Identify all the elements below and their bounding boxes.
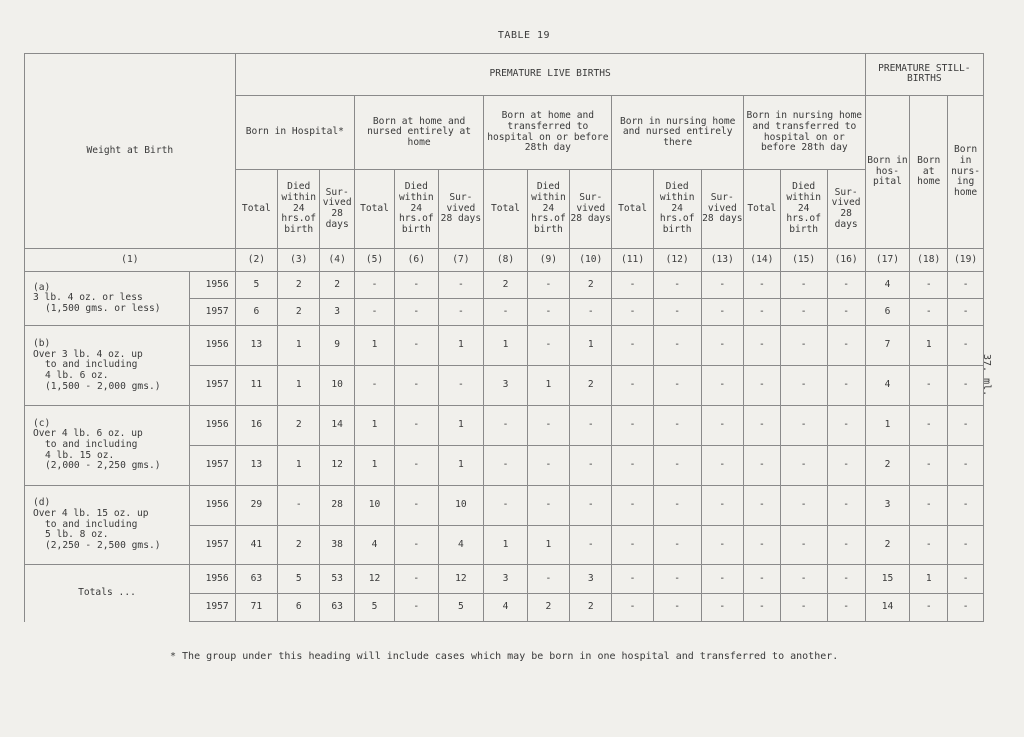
table-row — [25, 565, 984, 593]
value-cell: 14 — [865, 593, 910, 621]
value-cell: 6 — [865, 299, 910, 326]
value-cell: - — [701, 445, 743, 485]
group-header: Born at home and transferred to hospital on or before 28th day — [484, 95, 612, 169]
sub-col-header: Died within 24 hrs.of birth — [780, 170, 827, 249]
value-cell: 2 — [484, 271, 527, 298]
value-cell: - — [701, 565, 743, 593]
value-cell: 1 — [438, 406, 484, 446]
year-cell: 1956 — [189, 565, 235, 593]
value-cell: - — [653, 525, 701, 565]
value-cell: 10 — [320, 366, 355, 406]
value-cell: 3 — [320, 299, 355, 326]
value-cell: - — [527, 326, 569, 366]
still-col-header: Born in hos- pital — [865, 95, 910, 248]
value-cell: - — [780, 445, 827, 485]
column-number: (13) — [701, 248, 743, 271]
value-cell: - — [484, 445, 527, 485]
column-number: (2) — [235, 248, 277, 271]
sub-col-header: Sur- vived 28 days — [701, 170, 743, 249]
value-cell: - — [395, 565, 438, 593]
value-cell: - — [701, 593, 743, 621]
value-cell: 14 — [320, 406, 355, 446]
value-cell: 5 — [278, 565, 320, 593]
value-cell: - — [612, 326, 653, 366]
value-cell: - — [354, 366, 394, 406]
value-cell: - — [612, 485, 653, 525]
sub-col-header: Sur- vived 28 days — [320, 170, 355, 249]
value-cell: - — [780, 525, 827, 565]
value-cell: - — [354, 299, 394, 326]
column-number: (6) — [395, 248, 438, 271]
value-cell: 63 — [320, 593, 355, 621]
value-cell: 1 — [438, 445, 484, 485]
year-cell: 1956 — [189, 485, 235, 525]
value-cell: - — [743, 593, 780, 621]
value-cell: - — [438, 366, 484, 406]
value-cell: 1 — [910, 565, 948, 593]
value-cell: - — [743, 326, 780, 366]
sub-col-header: Total — [484, 170, 527, 249]
value-cell: - — [484, 299, 527, 326]
value-cell: - — [701, 366, 743, 406]
value-cell: - — [395, 326, 438, 366]
value-cell: - — [395, 593, 438, 621]
sub-col-header: Total — [743, 170, 780, 249]
weight-label: (c) Over 4 lb. 6 oz. up to and including 4 lb. 15 oz. (2,000 - 2,250 gms.) — [25, 406, 190, 486]
value-cell: - — [527, 271, 569, 298]
sub-col-header: Died within 24 hrs.of birth — [653, 170, 701, 249]
value-cell: - — [780, 593, 827, 621]
value-cell: 2 — [570, 593, 612, 621]
column-number: (16) — [827, 248, 865, 271]
value-cell: 2 — [278, 525, 320, 565]
value-cell: - — [612, 299, 653, 326]
value-cell: 1 — [354, 445, 394, 485]
value-cell: 7 — [865, 326, 910, 366]
sub-col-header: Sur- vived 28 days — [438, 170, 484, 249]
value-cell: 6 — [278, 593, 320, 621]
column-number: (19) — [948, 248, 984, 271]
value-cell: - — [948, 366, 984, 406]
sub-col-header: Died within 24 hrs.of birth — [527, 170, 569, 249]
weight-label: (b) Over 3 lb. 4 oz. up to and including 4 lb. 6 oz. (1,500 - 2,000 gms.) — [25, 326, 190, 406]
value-cell: - — [910, 366, 948, 406]
value-cell: 5 — [235, 271, 277, 298]
value-cell: - — [910, 406, 948, 446]
value-cell: - — [743, 299, 780, 326]
value-cell: 71 — [235, 593, 277, 621]
value-cell: - — [827, 565, 865, 593]
value-cell: - — [948, 445, 984, 485]
year-cell: 1957 — [189, 299, 235, 326]
value-cell: - — [395, 299, 438, 326]
value-cell: - — [653, 406, 701, 446]
value-cell: - — [780, 485, 827, 525]
value-cell: 38 — [320, 525, 355, 565]
value-cell: 16 — [235, 406, 277, 446]
value-cell: - — [701, 525, 743, 565]
column-number: (7) — [438, 248, 484, 271]
value-cell: - — [612, 525, 653, 565]
column-number: (18) — [910, 248, 948, 271]
column-number: (8) — [484, 248, 527, 271]
value-cell: - — [701, 326, 743, 366]
value-cell: - — [780, 326, 827, 366]
sub-col-header: Sur- vived 28 days — [570, 170, 612, 249]
column-number: (4) — [320, 248, 355, 271]
still-col-header: Born at home — [910, 95, 948, 248]
value-cell: 3 — [570, 565, 612, 593]
value-cell: 2 — [278, 271, 320, 298]
weight-label: (a) 3 lb. 4 oz. or less (1,500 gms. or less) — [25, 271, 190, 325]
value-cell: - — [910, 485, 948, 525]
value-cell: 1 — [865, 406, 910, 446]
year-cell: 1957 — [189, 593, 235, 621]
value-cell: - — [701, 271, 743, 298]
value-cell: 5 — [438, 593, 484, 621]
value-cell: - — [827, 326, 865, 366]
value-cell: - — [395, 271, 438, 298]
value-cell: - — [780, 366, 827, 406]
value-cell: 10 — [438, 485, 484, 525]
value-cell: - — [827, 299, 865, 326]
value-cell: - — [438, 299, 484, 326]
value-cell: 3 — [865, 485, 910, 525]
value-cell: 28 — [320, 485, 355, 525]
value-cell: - — [570, 485, 612, 525]
column-number: (15) — [780, 248, 827, 271]
value-cell: 1 — [278, 366, 320, 406]
value-cell: 3 — [484, 366, 527, 406]
value-cell: - — [395, 485, 438, 525]
value-cell: 12 — [354, 565, 394, 593]
value-cell: - — [395, 445, 438, 485]
value-cell: 4 — [438, 525, 484, 565]
value-cell: 15 — [865, 565, 910, 593]
value-cell: - — [910, 525, 948, 565]
value-cell: - — [743, 565, 780, 593]
value-cell: - — [827, 366, 865, 406]
value-cell: - — [701, 485, 743, 525]
group-header: Born in Hospital* — [235, 95, 354, 169]
value-cell: - — [653, 445, 701, 485]
value-cell: 1 — [278, 445, 320, 485]
value-cell: - — [484, 485, 527, 525]
value-cell: - — [827, 593, 865, 621]
weight-label: Totals ... — [25, 565, 190, 622]
value-cell: - — [780, 271, 827, 298]
value-cell: 1 — [278, 326, 320, 366]
column-number: (14) — [743, 248, 780, 271]
value-cell: - — [743, 525, 780, 565]
value-cell: - — [701, 299, 743, 326]
value-cell: - — [395, 366, 438, 406]
value-cell: - — [278, 485, 320, 525]
value-cell: - — [948, 299, 984, 326]
value-cell: - — [827, 271, 865, 298]
value-cell: - — [743, 406, 780, 446]
year-cell: 1957 — [189, 366, 235, 406]
value-cell: 12 — [438, 565, 484, 593]
value-cell: - — [527, 299, 569, 326]
value-cell: 29 — [235, 485, 277, 525]
year-cell: 1956 — [189, 406, 235, 446]
table-row — [25, 485, 984, 525]
value-cell: 2 — [278, 299, 320, 326]
value-cell: 10 — [354, 485, 394, 525]
value-cell: - — [612, 406, 653, 446]
sub-col-header: Total — [235, 170, 277, 249]
value-cell: - — [910, 299, 948, 326]
value-cell: 63 — [235, 565, 277, 593]
column-number: (1) — [25, 248, 236, 271]
still-births-header: PREMATURE STILL-BIRTHS — [865, 54, 983, 96]
value-cell: 13 — [235, 445, 277, 485]
value-cell: 4 — [484, 593, 527, 621]
value-cell: - — [570, 406, 612, 446]
value-cell: 1 — [910, 326, 948, 366]
value-cell: - — [395, 406, 438, 446]
value-cell: - — [527, 565, 569, 593]
value-cell: - — [653, 485, 701, 525]
value-cell: - — [612, 565, 653, 593]
column-number: (5) — [354, 248, 394, 271]
value-cell: - — [827, 406, 865, 446]
sub-col-header: Died within 24 hrs.of birth — [395, 170, 438, 249]
value-cell: 6 — [235, 299, 277, 326]
value-cell: - — [910, 445, 948, 485]
value-cell: - — [948, 593, 984, 621]
value-cell: - — [827, 525, 865, 565]
value-cell: - — [743, 271, 780, 298]
value-cell: - — [948, 326, 984, 366]
value-cell: - — [780, 565, 827, 593]
value-cell: 1 — [354, 326, 394, 366]
value-cell: - — [612, 445, 653, 485]
value-cell: - — [948, 485, 984, 525]
value-cell: - — [653, 299, 701, 326]
value-cell: - — [612, 271, 653, 298]
year-cell: 1956 — [189, 326, 235, 366]
footnote: * The group under this heading will include cases which may be born in one hospital and transferred to another. — [170, 651, 839, 662]
value-cell: 1 — [570, 326, 612, 366]
value-cell: - — [653, 565, 701, 593]
value-cell: 2 — [527, 593, 569, 621]
value-cell: 5 — [354, 593, 394, 621]
group-header: Born at home and nursed entirely at home — [354, 95, 483, 169]
value-cell: - — [827, 485, 865, 525]
value-cell: 53 — [320, 565, 355, 593]
sub-col-header: Total — [612, 170, 653, 249]
group-header: Born in nursing home and nursed entirely there — [612, 95, 744, 169]
live-births-header: PREMATURE LIVE BIRTHS — [235, 54, 865, 96]
year-cell: 1956 — [189, 271, 235, 298]
value-cell: - — [570, 525, 612, 565]
column-number: (12) — [653, 248, 701, 271]
group-header: Born in nursing home and transferred to hospital on or before 28th day — [743, 95, 865, 169]
value-cell: 1 — [484, 326, 527, 366]
value-cell: - — [438, 271, 484, 298]
value-cell: - — [743, 445, 780, 485]
value-cell: 3 — [484, 565, 527, 593]
value-cell: 1 — [354, 406, 394, 446]
value-cell: - — [948, 565, 984, 593]
column-number: (11) — [612, 248, 653, 271]
value-cell: - — [780, 299, 827, 326]
value-cell: 2 — [865, 445, 910, 485]
value-cell: - — [527, 485, 569, 525]
sub-col-header: Died within 24 hrs.of birth — [278, 170, 320, 249]
value-cell: 1 — [484, 525, 527, 565]
sub-col-header: Total — [354, 170, 394, 249]
table-row — [25, 326, 984, 366]
year-cell: 1957 — [189, 525, 235, 565]
value-cell: - — [701, 406, 743, 446]
value-cell: - — [743, 366, 780, 406]
value-cell: - — [780, 406, 827, 446]
value-cell: - — [570, 299, 612, 326]
value-cell: 4 — [354, 525, 394, 565]
value-cell: - — [743, 485, 780, 525]
value-cell: 1 — [438, 326, 484, 366]
weight-label: (d) Over 4 lb. 15 oz. up to and including 5 lb. 8 oz. (2,250 - 2,500 gms.) — [25, 485, 190, 565]
value-cell: - — [910, 593, 948, 621]
column-number: (17) — [865, 248, 910, 271]
column-number: (10) — [570, 248, 612, 271]
value-cell: 2 — [570, 271, 612, 298]
value-cell: 1 — [527, 525, 569, 565]
premature-births-table — [24, 53, 984, 622]
value-cell: - — [910, 271, 948, 298]
table-row — [25, 271, 984, 298]
value-cell: - — [653, 271, 701, 298]
value-cell: - — [612, 593, 653, 621]
sub-col-header: Sur- vived 28 days — [827, 170, 865, 249]
value-cell: 4 — [865, 366, 910, 406]
value-cell: 1 — [527, 366, 569, 406]
value-cell: 2 — [278, 406, 320, 446]
value-cell: 2 — [320, 271, 355, 298]
weight-header: Weight at Birth — [25, 54, 236, 249]
value-cell: 9 — [320, 326, 355, 366]
table-title: TABLE 19 — [497, 30, 551, 41]
value-cell: - — [612, 366, 653, 406]
value-cell: - — [948, 525, 984, 565]
value-cell: - — [354, 271, 394, 298]
value-cell: - — [827, 445, 865, 485]
value-cell: - — [570, 445, 612, 485]
value-cell: - — [395, 525, 438, 565]
value-cell: - — [653, 366, 701, 406]
value-cell: 2 — [865, 525, 910, 565]
still-col-header: Born in nurs- ing home — [948, 95, 984, 248]
side-page-number: 37. ml. — [981, 354, 992, 397]
value-cell: 2 — [570, 366, 612, 406]
value-cell: 41 — [235, 525, 277, 565]
value-cell: 13 — [235, 326, 277, 366]
value-cell: - — [527, 445, 569, 485]
column-number: (9) — [527, 248, 569, 271]
value-cell: - — [948, 406, 984, 446]
value-cell: 4 — [865, 271, 910, 298]
year-cell: 1957 — [189, 445, 235, 485]
column-number: (3) — [278, 248, 320, 271]
value-cell: 11 — [235, 366, 277, 406]
value-cell: - — [484, 406, 527, 446]
value-cell: 12 — [320, 445, 355, 485]
value-cell: - — [653, 326, 701, 366]
value-cell: - — [527, 406, 569, 446]
table-row — [25, 406, 984, 446]
value-cell: - — [653, 593, 701, 621]
value-cell: - — [948, 271, 984, 298]
